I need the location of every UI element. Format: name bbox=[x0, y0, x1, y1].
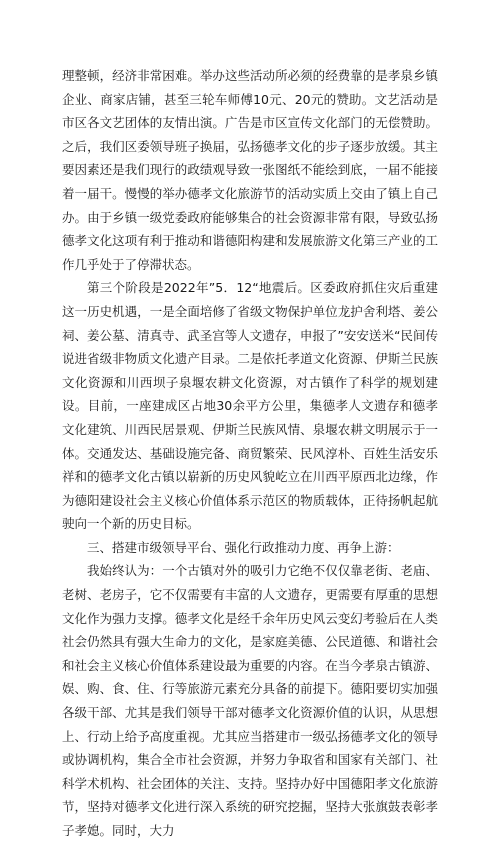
paragraph-third-stage: 第三个阶段是2022年”5．12“地震后。区委政府抓住灾后重建这一历史机遇，一是全面培修了省级文物保护单位龙护舍利塔、姜公祠、姜公墓、清真寺、武圣宫等人文遗存，申报了”安安送米“民间传说进省级非物质文化遗产目录。二是依托孝道文化资源、伊斯兰民族文化资源和川西坝子泉堰农耕文化资源，对古镇作了科学的规划建设。目前，一座建成区占地30余平方公里，集德孝人文遗存和德孝文化建筑、川西民居景观、伊斯兰民族风情、泉堰农耕文明展示于一体。交通发达、基础设施完备、商贸繁荣、民风淳朴、百姓生活安乐祥和的德孝文化古镇以崭新的历史风貌屹立在川西平原西北边缘，作为德阳建设社会主义核心价值体系示范区的物质载体，正待扬帆起航驶向一个新的历史目标。 bbox=[62, 280, 438, 532]
paragraph-opinion: 我始终认为：一个古镇对外的吸引力它绝不仅仅靠老街、老庙、老树、老房子，它不仅需要有丰富的人文遗存，更需要有厚重的思想文化作为强力支撑。德孝文化是经千余年历史风云变幻考验后在人类社会仍然具有强大生命力的文化，是家庭美德、公民道德、和谐社会和社会主义核心价值体系建设最为重要的内容。在当今孝泉古镇游、娱、购、食、住、行等旅游元素充分具备的前提下。德阳要切实加强各级干部、尤其是我们领导干部对德孝文化资源价值的认识，从思想上、行动上给予高度重视。尤其应当搭建市一级弘扬德孝文化的领导或协调机构，集合全市社会资源，并努力争取省和国家有关部门、社科学术机构、社会团体的关注、支持。坚持办好中国德阳孝文化旅游节，坚持对德孝文化进行深入系统的研究挖掘，坚持大张旗鼓表彰孝子孝媳。同时，大力 bbox=[62, 563, 438, 838]
section-heading-three: 三、搭建市级领导平台、强化行政推动力度、再争上游： bbox=[87, 539, 400, 555]
paragraph-continuation: 理整顿，经济非常困难。举办这些活动所必须的经费靠的是孝泉乡镇企业、商家店铺，甚至三轮车师傅10元、20元的赞助。文艺活动是市区各文艺团体的友情出演。广告是市区宣传文化部门的无偿赞助。之后，我们区委领导班子换届，弘扬德孝文化的步子逐步放缓。其主要因素还是我们现行的政绩观导致一张图纸不能绘到底，一届不能接着一届干。慢慢的举办德孝文化旅游节的活动实质上交由了镇上自己办。由于乡镇一级党委政府能够集合的社会资源非常有限，导致弘扬德孝文化这项有利于推动和谐德阳构建和发展旅游文化第三产业的工作几乎处于了停滞状态。 bbox=[62, 68, 438, 272]
document-body bbox=[62, 64, 438, 843]
